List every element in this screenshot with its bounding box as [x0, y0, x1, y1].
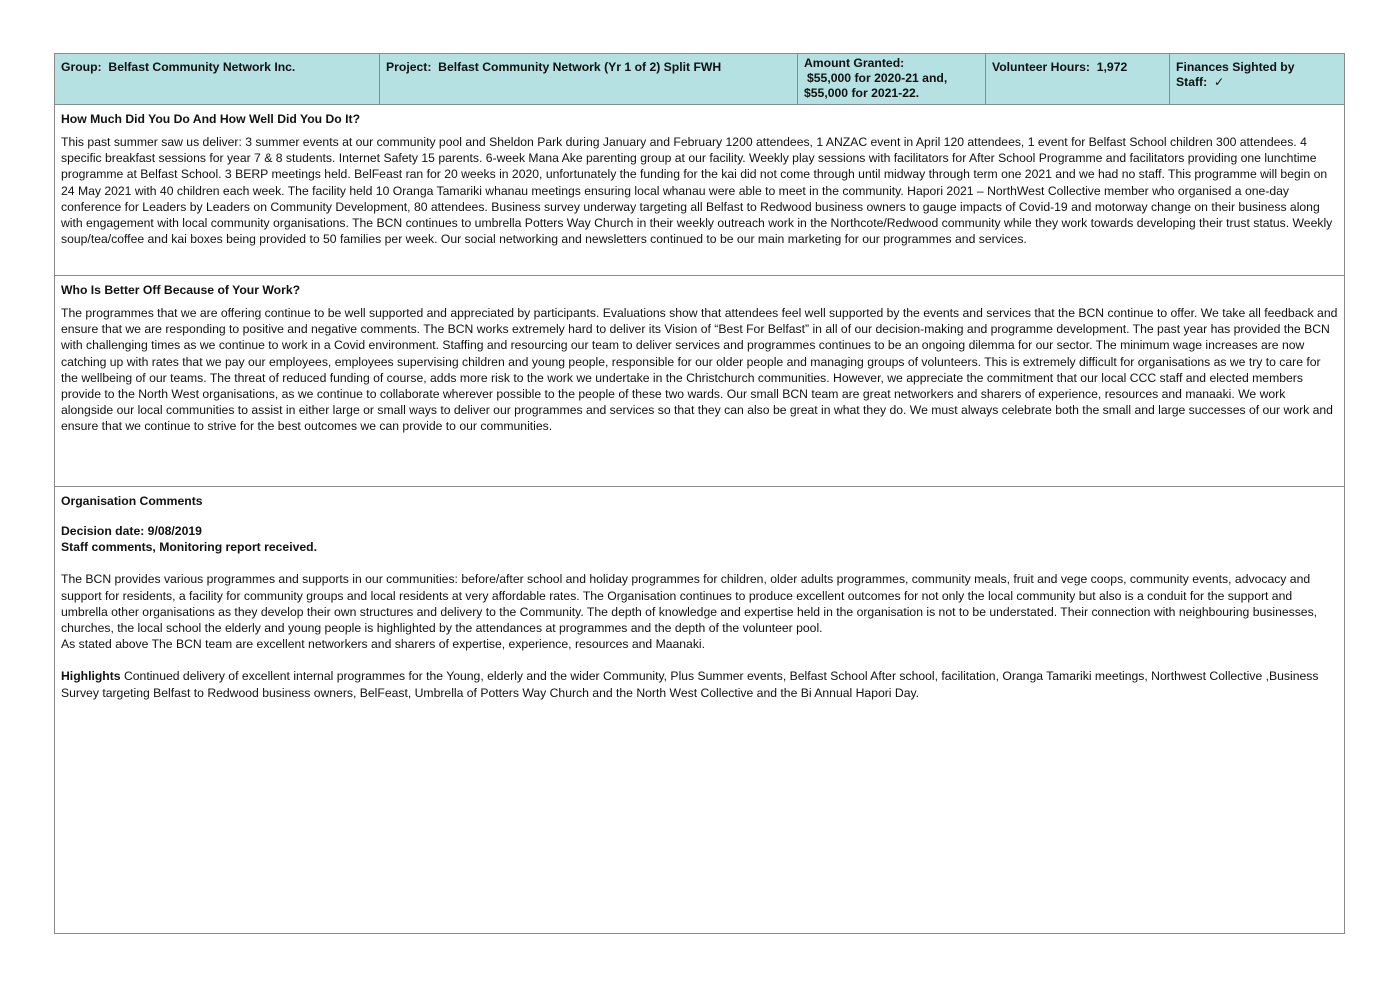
finances-cell [1170, 54, 1344, 104]
section-title: How Much Did You Do And How Well Did You Do It? [61, 112, 361, 126]
group-value: Belfast Community Network Inc. [108, 60, 296, 74]
volunteer-value: 1,972 [1096, 60, 1128, 74]
header-row [55, 54, 1344, 105]
highlights-text: Continued delivery of excellent internal programmes for the Young, elderly and the wider Community, Plus Summer events, Belfast School After school, facilitation, Oranga Tamariki meetings, Northwest Collective ,Business Survey targeting Belfast to Redwood business owners, BelFeast, Umbrella of Potters Way Church and the North West Collective and the Bi Annual Hapori Day. [61, 669, 1319, 700]
project-value: Belfast Community Network (Yr 1 of 2) Split FWH [438, 60, 722, 74]
how-much-section [55, 105, 1344, 276]
volunteer-cell [986, 54, 1170, 104]
decision-date: Decision date: 9/08/2019 [61, 524, 202, 538]
staff-comments: Staff comments, Monitoring report received. [61, 540, 317, 555]
organisation-comments-section [55, 487, 1344, 935]
comments-body-2: As stated above The BCN team are excellent networkers and sharers of expertise, experience, resources and Maanaki. [61, 637, 706, 652]
finances-label: Finances Sighted by Staff: [1176, 60, 1295, 89]
highlights-label: Highlights [61, 669, 121, 684]
amount-line-1: $55,000 for 2020-21 and, [807, 71, 948, 85]
group-label: Group: [61, 60, 102, 74]
amount-label: Amount Granted: [804, 56, 905, 70]
amount-line-2: $55,000 for 2021-22. [804, 86, 920, 100]
who-better-off-section [55, 276, 1344, 487]
section-title: Who Is Better Off Because of Your Work? [61, 283, 301, 297]
amount-cell [798, 54, 986, 104]
checkmark-icon: ✓ [1213, 75, 1225, 89]
section-title: Organisation Comments [61, 494, 203, 508]
comments-body: The BCN provides various programmes and supports in our communities: before/after school and holiday programmes for children, older adults programmes, community meals, fruit and vege coops, community events, advocacy and support for residents, a facility for community groups and local residents at very affordable rates. The Organisation continues to produce excellent outcomes for not only the local community but also is a conduit for the support and umbrella other organisations as they develop their own structures and delivery to the Community. The depth of knowledge and expertise held in the organisation is not to be understated. Their connection with neighbouring businesses, churches, the local school the elderly and young people is highlighted by the attendances at programmes and the depth of the volunteer pool. [61, 572, 1318, 636]
section-body: The programmes that we are offering continue to be well supported and appreciated by participants. Evaluations show that attendees feel well supported by the events and services that the BCN continue to offer. We take all feedback and ensure that we are responding to positive and negative comments. The BCN works extremely hard to deliver its Vision of “Best For Belfast” in all of our decision-making and programme development. The past year has provided the BCN with challenging times as we continue to work in a Covid environment. Staffing and resourcing our team to deliver services and programmes continues to be an ongoing dilemma for our sector. The minimum wage increases are now catching up with rates that we pay our employees, employees supervising children and young people, responsible for our older people and managing groups of volunteers. This is extremely difficult for organisations as we try to care for the wellbeing of our teams. The threat of reduced funding of course, adds more risk to the work we undertake in the Christchurch communities. However, we appreciate the commitment that our local CCC staff and elected members provide to the North West organisations, as we continue to collaborate wherever possible to the people of these two wards. Our small BCN team are great networkers and sharers of experience, resources and manaaki. We work alongside our local communities to assist in either large or small ways to deliver our programmes and services so that they can also be great in what they do. We must always celebrate both the small and large successes of our work and ensure that we continue to strive for the best outcomes we can provide to our communities. [61, 306, 1338, 434]
project-label: Project: [386, 60, 432, 74]
group-cell [55, 54, 380, 104]
project-cell [380, 54, 798, 104]
highlights-paragraph [61, 668, 1338, 700]
report-table [54, 53, 1345, 934]
volunteer-label: Volunteer Hours: [992, 60, 1090, 74]
section-body: This past summer saw us deliver: 3 summer events at our community pool and Sheldon Park during January and February 1200 attendees, 1 ANZAC event in April 120 attendees, 1 event for Belfast School children 300 attendees. 4 specific breakfast sessions for year 7 & 8 students. Internet Safety 15 parents. 6-week Mana Ake parenting group at our facility. Weekly play sessions with facilitators for After School Programme and facilitators providing one lunchtime programme at Belfast School. 3 BERP meetings held. BelFeast ran for 20 weeks in 2020, unfortunately the funding for the kai did not come through until midway through term one 2021 and we had no staff. This programme will begin on 24 May 2021 with 40 children each week. The facility held 10 Oranga Tamariki whanau meetings ensuring local whanau were able to meet in the community. Hapori 2021 – NorthWest Collective member who organised a one-day conference for Leaders by Leaders on Community Development, 80 attendees. Business survey underway targeting all Belfast to Redwood business owners to gauge impacts of Covid-19 and motorway change on their business along with engagement with local community organisations. The BCN continues to umbrella Potters Way Church in their weekly outreach work in the Northcote/Redwood community while they work towards developing their trust status. Weekly soup/tea/coffee and kai boxes being provided to 50 families per week. Our social networking and newsletters continued to be our main marketing for our programmes and services. [61, 135, 1333, 247]
